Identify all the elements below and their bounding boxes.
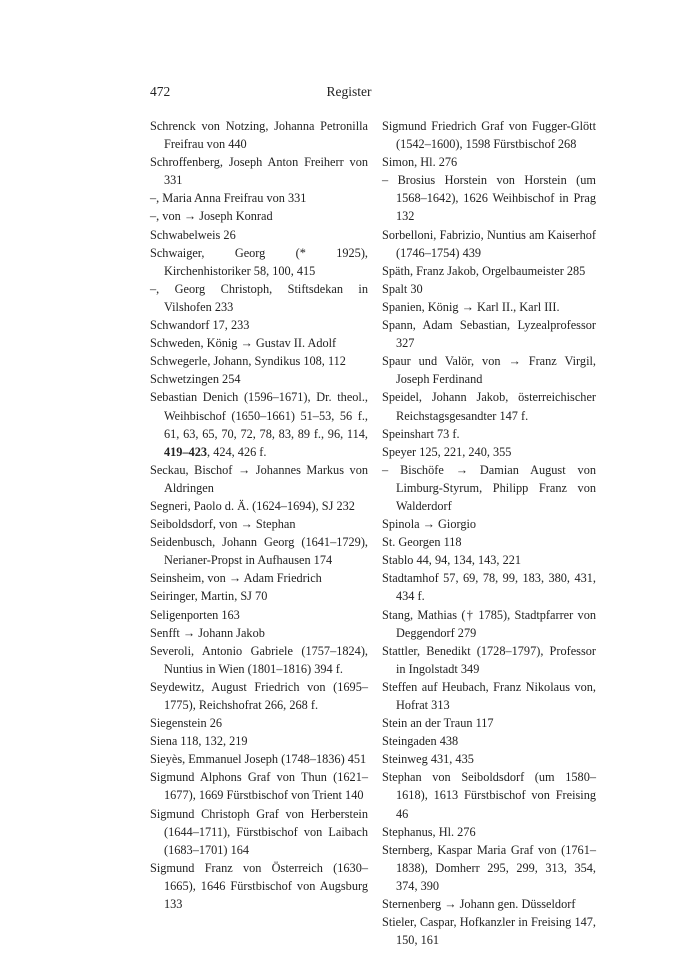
index-entry: Steinweg 431, 435: [382, 752, 474, 767]
index-entry: Seidenbusch, Johann Georg (1641–1729), Nerianer-Propst in Aufhausen 174: [150, 535, 368, 568]
index-entry: Sigmund Christoph Graf von Herberstein (1644–1711), Fürstbischof von Laibach (1683–1701) 164: [150, 806, 368, 857]
index-entry: Schwabelweis 26: [150, 227, 236, 242]
index-entry: –, von → Joseph Konrad: [150, 209, 273, 224]
index-entry: Seiringer, Martin, SJ 70: [150, 589, 268, 604]
index-entry: Severoli, Antonio Gabriele (1757–1824), Nuntius in Wien (1801–1816) 394 f.: [150, 643, 368, 676]
index-entry: Spann, Adam Sebastian, Lyzealprofessor 327: [382, 318, 596, 351]
index-entry: Speidel, Johann Jakob, österreichischer Reichstagsgesandter 147 f.: [382, 390, 596, 423]
index-entry: Sigmund Friedrich Graf von Fugger-Glött (1542–1600), 1598 Fürstbischof 268: [382, 119, 596, 152]
index-entry: –, Georg Christoph, Stiftsdekan in Vilshofen 233: [150, 281, 368, 314]
index-entry: Stieler, Caspar, Hofkanzler in Freising 147, 150, 161: [382, 915, 596, 948]
index-entry: Seckau, Bischof → Johannes Markus von Aldringen: [150, 462, 368, 495]
page-number: 472: [150, 84, 171, 99]
index-entry: Stadtamhof 57, 69, 78, 99, 183, 380, 431, 434 f.: [382, 571, 596, 604]
index-entry: Siena 118, 132, 219: [150, 734, 248, 749]
index-entry: Spanien, König → Karl II., Karl III.: [382, 299, 560, 314]
index-entry: Sternenberg → Johann gen. Düsseldorf: [382, 897, 576, 912]
index-entry: Sorbelloni, Fabrizio, Nuntius am Kaiserhof (1746–1754) 439: [382, 227, 596, 260]
index-entry: Seinsheim, von → Adam Friedrich: [150, 571, 322, 586]
index-entry: Steffen auf Heubach, Franz Nikolaus von, Hofrat 313: [382, 679, 596, 712]
index-entry: Sebastian Denich (1596–1671), Dr. theol., Weihbischof (1650–1661) 51–53, 56 f., 61, 63, 65, 70, 72, 78, 83, 89 f., 96, 114, 419–423, 424, 426 f.: [150, 390, 368, 459]
index-entry: Stang, Mathias († 1785), Stadtpfarrer von Deggendorf 279: [382, 607, 596, 640]
index-entry: Stablo 44, 94, 134, 143, 221: [382, 553, 522, 568]
index-entry: Stephanus, Hl. 276: [382, 824, 476, 839]
index-entry: Senfft → Johann Jakob: [150, 625, 265, 640]
index-entry: Spinola → Giorgio: [382, 517, 477, 532]
index-entry: – Bischöfe → Damian August von Limburg-Styrum, Philipp Franz von Walderdorf: [382, 462, 596, 513]
index-entry: Steingaden 438: [382, 734, 459, 749]
index-entry: Seligenporten 163: [150, 607, 240, 622]
index-entry: St. Georgen 118: [382, 535, 462, 550]
index-entry: Segneri, Paolo d. Ä. (1624–1694), SJ 232: [150, 498, 355, 513]
index-entry: Schwaiger, Georg (* 1925), Kirchenhistoriker 58, 100, 415: [150, 245, 368, 278]
index-entry: Schwegerle, Johann, Syndikus 108, 112: [150, 354, 346, 369]
index-entry: Spaur und Valör, von → Franz Virgil, Joseph Ferdinand: [382, 354, 596, 387]
index-entry: Speyer 125, 221, 240, 355: [382, 444, 512, 459]
index-entry: Schwandorf 17, 233: [150, 318, 250, 333]
index-entry: Schrenck von Notzing, Johanna Petronilla Freifrau von 440: [150, 119, 368, 152]
index-entry: Speinshart 73 f.: [382, 426, 460, 441]
index-entry: Sigmund Alphons Graf von Thun (1621–1677), 1669 Fürstbischof von Trient 140: [150, 770, 368, 803]
index-column-left: [150, 117, 368, 913]
index-entry: Sigmund Franz von Österreich (1630–1665), 1646 Fürstbischof von Augsburg 133: [150, 860, 368, 912]
index-column-right: [382, 117, 596, 949]
index-entry: Seydewitz, August Friedrich von (1695–1775), Reichshofrat 266, 268 f.: [150, 679, 368, 712]
index-entry: Sieyès, Emmanuel Joseph (1748–1836) 451: [150, 752, 367, 767]
index-entry: – Brosius Horstein von Horstein (um 1568–1642), 1626 Weihbischof in Prag 132: [382, 173, 596, 224]
index-entry: Schweden, König → Gustav II. Adolf: [150, 336, 337, 351]
index-entry: Sternberg, Kaspar Maria Graf von (1761–1838), Domherr 295, 299, 313, 354, 374, 390: [382, 842, 596, 893]
index-entry: Schroffenberg, Joseph Anton Freiherr von 331: [150, 155, 368, 188]
index-entry: Spalt 30: [382, 281, 423, 296]
index-entry: –, Maria Anna Freifrau von 331: [150, 191, 307, 206]
index-entry: Simon, Hl. 276: [382, 155, 458, 170]
index-entry: Stein an der Traun 117: [382, 716, 494, 731]
index-entry: Schwetzingen 254: [150, 372, 241, 387]
index-entry: Stephan von Seiboldsdorf (um 1580–1618), 1613 Fürstbischof von Freising 46: [382, 770, 596, 821]
running-head: Register: [326, 84, 372, 99]
index-entry: Seiboldsdorf, von → Stephan: [150, 517, 296, 532]
index-entry: Späth, Franz Jakob, Orgelbaumeister 285: [382, 263, 586, 278]
index-entry: Stattler, Benedikt (1728–1797), Professor in Ingolstadt 349: [382, 643, 596, 676]
index-entry: Siegenstein 26: [150, 716, 223, 731]
